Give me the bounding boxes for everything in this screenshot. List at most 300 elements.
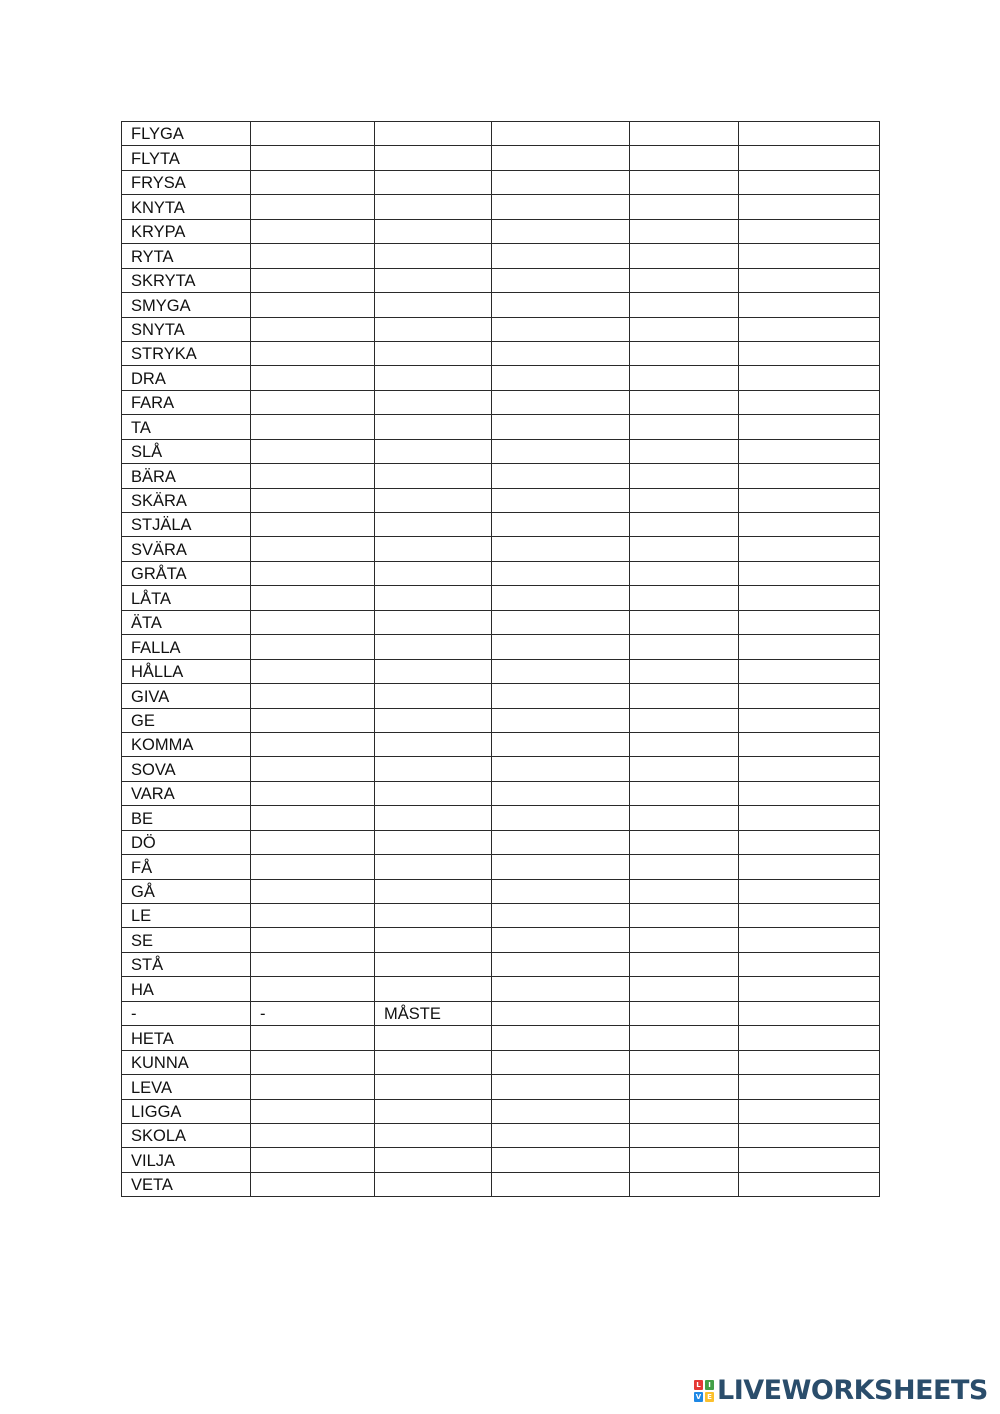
answer-cell[interactable] <box>492 219 630 243</box>
answer-cell[interactable] <box>492 684 630 708</box>
answer-cell[interactable] <box>251 439 375 463</box>
answer-cell[interactable] <box>492 366 630 390</box>
answer-cell[interactable] <box>492 513 630 537</box>
answer-cell[interactable] <box>375 1050 492 1074</box>
answer-cell[interactable] <box>492 341 630 365</box>
answer-cell[interactable] <box>375 244 492 268</box>
answer-cell[interactable] <box>630 293 739 317</box>
answer-cell[interactable] <box>492 537 630 561</box>
answer-cell[interactable] <box>630 855 739 879</box>
verb-cell: DÖ <box>122 830 251 854</box>
answer-cell[interactable] <box>492 439 630 463</box>
answer-cell[interactable] <box>375 879 492 903</box>
answer-cell[interactable] <box>375 610 492 634</box>
answer-cell[interactable] <box>630 732 739 756</box>
answer-cell[interactable] <box>251 244 375 268</box>
answer-cell[interactable] <box>630 513 739 537</box>
answer-cell[interactable] <box>739 1075 880 1099</box>
table-row <box>122 464 880 488</box>
answer-cell[interactable] <box>630 1026 739 1050</box>
verb-cell: GE <box>122 708 251 732</box>
answer-cell[interactable]: - <box>251 1001 375 1025</box>
answer-cell[interactable] <box>630 1123 739 1147</box>
answer-cell[interactable] <box>375 928 492 952</box>
answer-cell[interactable] <box>492 390 630 414</box>
answer-cell[interactable] <box>739 781 880 805</box>
table-row <box>122 732 880 756</box>
answer-cell[interactable] <box>492 732 630 756</box>
answer-cell[interactable] <box>739 977 880 1001</box>
verb-cell: LE <box>122 904 251 928</box>
answer-cell[interactable] <box>251 195 375 219</box>
answer-cell[interactable] <box>251 366 375 390</box>
answer-cell[interactable] <box>739 219 880 243</box>
answer-cell[interactable] <box>630 1148 739 1172</box>
liveworksheets-logo <box>694 1374 988 1408</box>
verb-cell: BÄRA <box>122 464 251 488</box>
answer-cell[interactable] <box>251 610 375 634</box>
answer-cell[interactable] <box>630 659 739 683</box>
answer-cell[interactable] <box>492 561 630 585</box>
table-row <box>122 268 880 292</box>
answer-cell[interactable] <box>739 904 880 928</box>
answer-cell[interactable] <box>251 1075 375 1099</box>
answer-cell[interactable] <box>251 268 375 292</box>
answer-cell[interactable] <box>251 928 375 952</box>
verb-cell: STÅ <box>122 952 251 976</box>
answer-cell[interactable] <box>375 439 492 463</box>
answer-cell[interactable] <box>251 293 375 317</box>
verb-cell: RYTA <box>122 244 251 268</box>
answer-cell[interactable] <box>492 488 630 512</box>
answer-cell[interactable] <box>492 122 630 146</box>
verb-cell: VILJA <box>122 1148 251 1172</box>
liveworksheets-logo-icon <box>694 1380 714 1402</box>
answer-cell[interactable] <box>630 1050 739 1074</box>
answer-cell[interactable] <box>492 659 630 683</box>
answer-cell[interactable] <box>492 977 630 1001</box>
table-row <box>122 1172 880 1196</box>
table-row <box>122 1123 880 1147</box>
answer-cell[interactable] <box>251 1099 375 1123</box>
table-row <box>122 488 880 512</box>
answer-cell[interactable] <box>630 806 739 830</box>
answer-cell[interactable] <box>251 1148 375 1172</box>
logo-square-i: I <box>705 1380 714 1390</box>
answer-cell[interactable] <box>492 1026 630 1050</box>
answer-cell[interactable] <box>375 757 492 781</box>
table-row <box>122 537 880 561</box>
answer-cell[interactable] <box>251 659 375 683</box>
answer-cell[interactable] <box>251 1123 375 1147</box>
verb-cell: TA <box>122 415 251 439</box>
verb-cell: FARA <box>122 390 251 414</box>
answer-cell[interactable] <box>375 855 492 879</box>
answer-cell[interactable] <box>739 1123 880 1147</box>
answer-cell[interactable] <box>492 879 630 903</box>
answer-cell[interactable] <box>375 537 492 561</box>
answer-cell[interactable] <box>251 830 375 854</box>
answer-cell[interactable] <box>739 659 880 683</box>
answer-cell[interactable] <box>739 1099 880 1123</box>
verb-cell: KRYPA <box>122 219 251 243</box>
answer-cell[interactable] <box>375 830 492 854</box>
table-row <box>122 757 880 781</box>
table-row <box>122 708 880 732</box>
answer-cell[interactable] <box>739 293 880 317</box>
table-row <box>122 122 880 146</box>
answer-cell[interactable] <box>375 781 492 805</box>
table-row <box>122 659 880 683</box>
answer-cell[interactable] <box>251 684 375 708</box>
answer-cell[interactable] <box>251 561 375 585</box>
answer-cell[interactable] <box>739 513 880 537</box>
answer-cell[interactable] <box>375 317 492 341</box>
verb-cell: LEVA <box>122 1075 251 1099</box>
answer-cell[interactable] <box>375 732 492 756</box>
answer-cell[interactable] <box>630 268 739 292</box>
answer-cell[interactable] <box>251 464 375 488</box>
verb-cell: ÄTA <box>122 610 251 634</box>
verb-cell: BE <box>122 806 251 830</box>
answer-cell[interactable] <box>251 146 375 170</box>
answer-cell[interactable] <box>739 586 880 610</box>
answer-cell[interactable] <box>492 904 630 928</box>
answer-cell[interactable] <box>630 366 739 390</box>
table-row <box>122 1075 880 1099</box>
answer-cell[interactable] <box>375 1099 492 1123</box>
table-row <box>122 1099 880 1123</box>
answer-cell[interactable] <box>739 928 880 952</box>
answer-cell[interactable] <box>739 806 880 830</box>
answer-cell[interactable] <box>492 757 630 781</box>
answer-cell[interactable] <box>739 415 880 439</box>
answer-cell[interactable] <box>630 488 739 512</box>
table-row <box>122 879 880 903</box>
answer-cell[interactable] <box>375 977 492 1001</box>
answer-cell[interactable] <box>251 952 375 976</box>
answer-cell[interactable] <box>739 757 880 781</box>
answer-cell[interactable] <box>630 439 739 463</box>
answer-cell[interactable] <box>492 170 630 194</box>
table-row <box>122 830 880 854</box>
answer-cell[interactable] <box>251 806 375 830</box>
answer-cell[interactable] <box>630 708 739 732</box>
verb-cell: - <box>122 1001 251 1025</box>
answer-cell[interactable] <box>251 732 375 756</box>
answer-cell[interactable] <box>375 390 492 414</box>
answer-cell[interactable] <box>375 464 492 488</box>
answer-cell[interactable] <box>630 879 739 903</box>
answer-cell[interactable] <box>375 268 492 292</box>
answer-cell[interactable] <box>375 146 492 170</box>
answer-cell[interactable] <box>739 170 880 194</box>
table-row <box>122 244 880 268</box>
answer-cell[interactable] <box>492 855 630 879</box>
table-row <box>122 390 880 414</box>
answer-cell[interactable] <box>630 390 739 414</box>
answer-cell[interactable] <box>251 757 375 781</box>
answer-cell[interactable] <box>630 904 739 928</box>
answer-cell[interactable] <box>630 146 739 170</box>
verb-cell: SE <box>122 928 251 952</box>
answer-cell[interactable] <box>251 488 375 512</box>
verb-cell: STRYKA <box>122 341 251 365</box>
answer-cell[interactable] <box>492 781 630 805</box>
answer-cell[interactable] <box>375 122 492 146</box>
answer-cell[interactable] <box>739 488 880 512</box>
answer-cell[interactable] <box>251 977 375 1001</box>
answer-cell[interactable] <box>251 586 375 610</box>
answer-cell[interactable] <box>375 195 492 219</box>
answer-cell[interactable] <box>375 293 492 317</box>
verb-cell: HÅLLA <box>122 659 251 683</box>
answer-cell[interactable] <box>630 952 739 976</box>
answer-cell[interactable] <box>630 757 739 781</box>
logo-square-l: L <box>694 1380 703 1390</box>
answer-cell[interactable] <box>375 635 492 659</box>
table-row <box>122 635 880 659</box>
verb-cell: SNYTA <box>122 317 251 341</box>
table-row <box>122 415 880 439</box>
answer-cell[interactable] <box>739 122 880 146</box>
answer-cell[interactable] <box>739 537 880 561</box>
answer-cell[interactable] <box>739 708 880 732</box>
verb-cell: SKRYTA <box>122 268 251 292</box>
answer-cell[interactable] <box>375 952 492 976</box>
answer-cell[interactable] <box>630 341 739 365</box>
verb-cell: GRÅTA <box>122 561 251 585</box>
answer-cell[interactable] <box>251 317 375 341</box>
answer-cell[interactable] <box>739 879 880 903</box>
answer-cell[interactable] <box>492 1001 630 1025</box>
answer-cell[interactable] <box>492 610 630 634</box>
answer-cell[interactable] <box>375 219 492 243</box>
answer-cell[interactable] <box>630 928 739 952</box>
answer-cell[interactable] <box>492 317 630 341</box>
verb-cell: FALLA <box>122 635 251 659</box>
verb-cell: FLYTA <box>122 146 251 170</box>
answer-cell[interactable] <box>630 170 739 194</box>
answer-cell[interactable] <box>375 684 492 708</box>
answer-cell[interactable] <box>251 513 375 537</box>
answer-cell[interactable] <box>492 146 630 170</box>
answer-cell[interactable] <box>375 341 492 365</box>
table-row <box>122 610 880 634</box>
answer-cell[interactable] <box>630 977 739 1001</box>
table-row <box>122 781 880 805</box>
answer-cell[interactable] <box>630 317 739 341</box>
answer-cell[interactable] <box>251 341 375 365</box>
answer-cell[interactable] <box>492 1050 630 1074</box>
answer-cell[interactable] <box>739 684 880 708</box>
answer-cell[interactable] <box>630 219 739 243</box>
verb-cell: KOMMA <box>122 732 251 756</box>
answer-cell[interactable] <box>739 1172 880 1196</box>
answer-cell[interactable] <box>630 1172 739 1196</box>
answer-cell[interactable] <box>739 1148 880 1172</box>
answer-cell[interactable] <box>251 781 375 805</box>
verb-cell: KUNNA <box>122 1050 251 1074</box>
answer-cell[interactable] <box>739 366 880 390</box>
answer-cell[interactable] <box>739 1026 880 1050</box>
answer-cell[interactable] <box>375 806 492 830</box>
answer-cell[interactable] <box>630 464 739 488</box>
answer-cell[interactable] <box>630 781 739 805</box>
logo-square-v: V <box>695 1393 702 1401</box>
verb-cell: HA <box>122 977 251 1001</box>
answer-cell[interactable] <box>492 293 630 317</box>
answer-cell[interactable] <box>251 170 375 194</box>
answer-cell[interactable] <box>739 464 880 488</box>
answer-cell[interactable] <box>375 1148 492 1172</box>
answer-cell[interactable] <box>251 537 375 561</box>
answer-cell[interactable] <box>492 586 630 610</box>
verb-cell: STJÄLA <box>122 513 251 537</box>
answer-cell[interactable] <box>739 439 880 463</box>
answer-cell[interactable] <box>375 1172 492 1196</box>
answer-cell[interactable] <box>375 513 492 537</box>
answer-cell[interactable] <box>251 879 375 903</box>
answer-cell[interactable] <box>630 1075 739 1099</box>
answer-cell[interactable] <box>251 855 375 879</box>
answer-cell[interactable] <box>251 219 375 243</box>
table-row <box>122 806 880 830</box>
answer-cell[interactable] <box>630 635 739 659</box>
answer-cell[interactable] <box>492 830 630 854</box>
answer-cell[interactable] <box>375 586 492 610</box>
answer-cell[interactable] <box>375 904 492 928</box>
verb-cell: GÅ <box>122 879 251 903</box>
table-row <box>122 341 880 365</box>
answer-cell[interactable]: MÅSTE <box>375 1001 492 1025</box>
answer-cell[interactable] <box>739 244 880 268</box>
answer-cell[interactable] <box>630 684 739 708</box>
answer-cell[interactable] <box>630 415 739 439</box>
verb-cell: SMYGA <box>122 293 251 317</box>
answer-cell[interactable] <box>492 195 630 219</box>
answer-cell[interactable] <box>492 806 630 830</box>
answer-cell[interactable] <box>630 1001 739 1025</box>
answer-cell[interactable] <box>251 1172 375 1196</box>
table-row <box>122 904 880 928</box>
verb-cell: LIGGA <box>122 1099 251 1123</box>
answer-cell[interactable] <box>375 659 492 683</box>
table-row <box>122 1148 880 1172</box>
answer-cell[interactable] <box>251 708 375 732</box>
answer-cell[interactable] <box>492 268 630 292</box>
answer-cell[interactable] <box>375 366 492 390</box>
answer-cell[interactable] <box>251 904 375 928</box>
table-row <box>122 977 880 1001</box>
answer-cell[interactable] <box>739 610 880 634</box>
answer-cell[interactable] <box>739 195 880 219</box>
answer-cell[interactable] <box>251 1050 375 1074</box>
answer-cell[interactable] <box>251 415 375 439</box>
answer-cell[interactable] <box>375 1026 492 1050</box>
verb-cell: FRYSA <box>122 170 251 194</box>
answer-cell[interactable] <box>739 855 880 879</box>
answer-cell[interactable] <box>251 1026 375 1050</box>
table-row <box>122 952 880 976</box>
answer-cell[interactable] <box>375 1075 492 1099</box>
answer-cell[interactable] <box>739 830 880 854</box>
answer-cell[interactable] <box>739 341 880 365</box>
table-row <box>122 513 880 537</box>
answer-cell[interactable] <box>492 464 630 488</box>
answer-cell[interactable] <box>492 1148 630 1172</box>
answer-cell[interactable] <box>630 537 739 561</box>
answer-cell[interactable] <box>739 268 880 292</box>
answer-cell[interactable] <box>630 122 739 146</box>
answer-cell[interactable] <box>375 561 492 585</box>
table-row <box>122 855 880 879</box>
answer-cell[interactable] <box>739 390 880 414</box>
answer-cell[interactable] <box>739 635 880 659</box>
answer-cell[interactable] <box>492 1172 630 1196</box>
verb-cell: SKÄRA <box>122 488 251 512</box>
answer-cell[interactable] <box>739 952 880 976</box>
answer-cell[interactable] <box>251 635 375 659</box>
answer-cell[interactable] <box>492 1075 630 1099</box>
table-row <box>122 219 880 243</box>
answer-cell[interactable] <box>251 122 375 146</box>
answer-cell[interactable] <box>630 561 739 585</box>
liveworksheets-wordmark: LIVEWORKSHEETS <box>717 1375 988 1406</box>
answer-cell[interactable] <box>630 610 739 634</box>
answer-cell[interactable] <box>630 195 739 219</box>
answer-cell[interactable] <box>492 415 630 439</box>
table-row <box>122 1001 880 1025</box>
answer-cell[interactable] <box>739 317 880 341</box>
answer-cell[interactable] <box>492 708 630 732</box>
verb-cell: LÅTA <box>122 586 251 610</box>
answer-cell[interactable] <box>492 635 630 659</box>
answer-cell[interactable] <box>375 415 492 439</box>
table-row <box>122 293 880 317</box>
answer-cell[interactable] <box>492 1099 630 1123</box>
answer-cell[interactable] <box>630 830 739 854</box>
answer-cell[interactable] <box>492 952 630 976</box>
answer-cell[interactable] <box>739 1001 880 1025</box>
verb-table-body <box>122 122 880 1197</box>
verb-cell: SOVA <box>122 757 251 781</box>
answer-cell[interactable] <box>630 1099 739 1123</box>
answer-cell[interactable] <box>375 708 492 732</box>
answer-cell[interactable] <box>375 170 492 194</box>
verb-cell: FLYGA <box>122 122 251 146</box>
table-row <box>122 928 880 952</box>
answer-cell[interactable] <box>492 928 630 952</box>
answer-cell[interactable] <box>739 561 880 585</box>
answer-cell[interactable] <box>375 488 492 512</box>
answer-cell[interactable] <box>630 586 739 610</box>
table-row <box>122 439 880 463</box>
answer-cell[interactable] <box>492 244 630 268</box>
answer-cell[interactable] <box>375 1123 492 1147</box>
table-row <box>122 684 880 708</box>
answer-cell[interactable] <box>739 146 880 170</box>
verb-cell: VARA <box>122 781 251 805</box>
answer-cell[interactable] <box>251 390 375 414</box>
table-row <box>122 146 880 170</box>
verb-cell: GIVA <box>122 684 251 708</box>
table-row <box>122 1026 880 1050</box>
answer-cell[interactable] <box>492 1123 630 1147</box>
answer-cell[interactable] <box>739 732 880 756</box>
answer-cell[interactable] <box>739 1050 880 1074</box>
answer-cell[interactable] <box>630 244 739 268</box>
